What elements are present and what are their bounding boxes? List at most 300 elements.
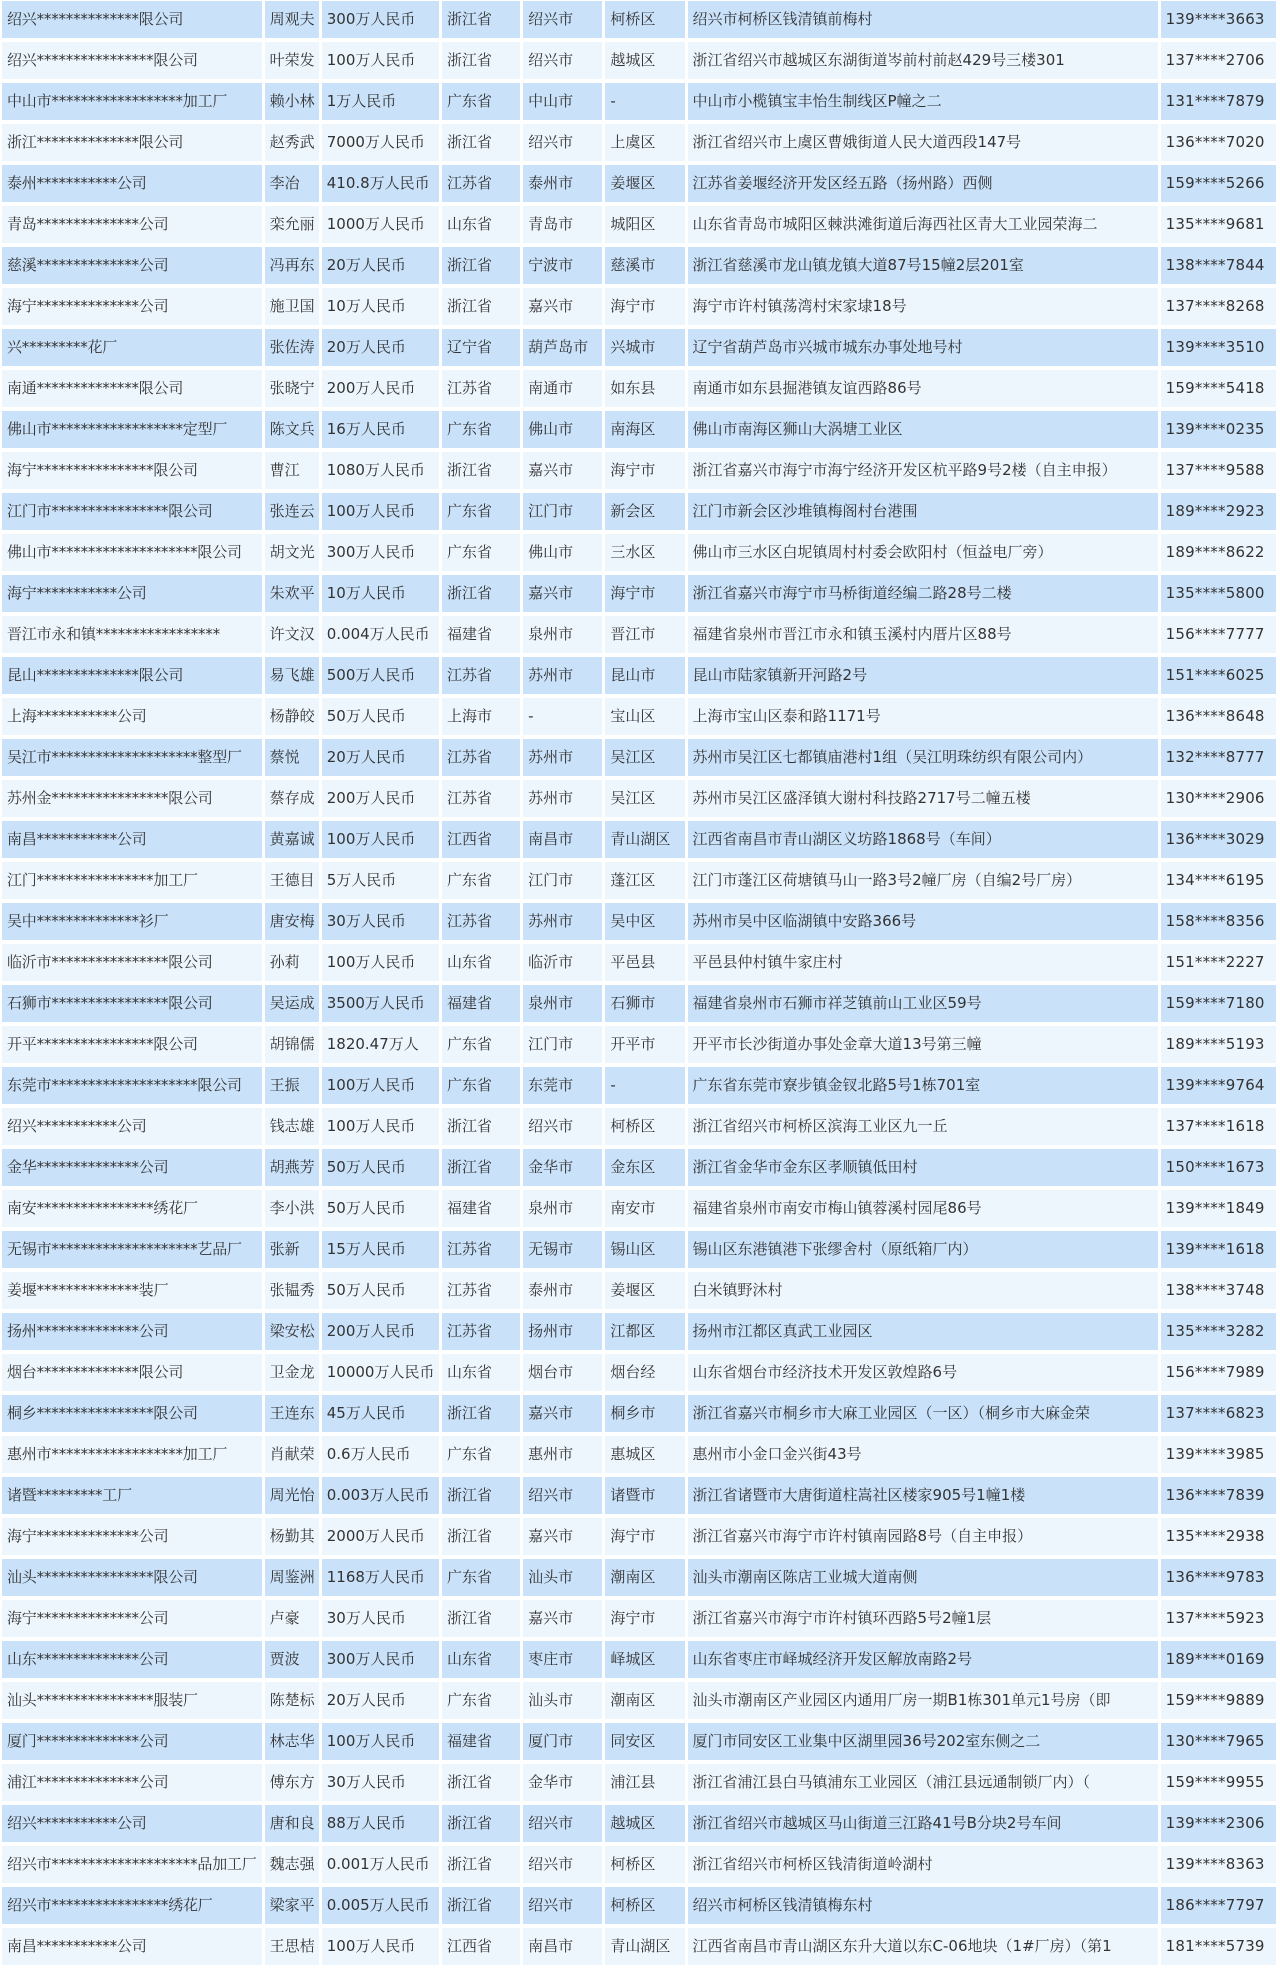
district-cell: 南安市 bbox=[605, 1189, 684, 1230]
district-cell: 吴江区 bbox=[605, 779, 684, 820]
province-cell: 浙江省 bbox=[442, 574, 520, 615]
table-row bbox=[2, 1640, 1276, 1681]
district-cell: 海宁市 bbox=[605, 451, 684, 492]
address-cell: 浙江省嘉兴市海宁市海宁经济开发区杭平路9号2楼（自主申报） bbox=[688, 451, 1158, 492]
district-cell: 烟台经 bbox=[605, 1353, 684, 1394]
city-cell: 嘉兴市 bbox=[523, 287, 602, 328]
registered-capital-cell: 100万人民币 bbox=[322, 492, 439, 533]
province-cell: 广东省 bbox=[442, 533, 520, 574]
city-cell: 江门市 bbox=[523, 492, 602, 533]
registered-capital-cell: 16万人民币 bbox=[322, 410, 439, 451]
district-cell: 新会区 bbox=[605, 492, 684, 533]
company-name-cell: 无锡市********************艺品厂 bbox=[2, 1230, 262, 1271]
legal-person-cell: 杨勤其 bbox=[265, 1517, 319, 1558]
city-cell: 绍兴市 bbox=[523, 1107, 602, 1148]
legal-person-cell: 周光怡 bbox=[265, 1476, 319, 1517]
address-cell: 浙江省绍兴市柯桥区滨海工业区九一丘 bbox=[688, 1107, 1158, 1148]
province-cell: 福建省 bbox=[442, 1189, 520, 1230]
table-row bbox=[2, 41, 1276, 82]
registered-capital-cell: 100万人民币 bbox=[322, 41, 439, 82]
city-cell: 苏州市 bbox=[523, 738, 602, 779]
legal-person-cell: 胡燕芳 bbox=[265, 1148, 319, 1189]
company-name-cell: 扬州**************公司 bbox=[2, 1312, 262, 1353]
table-row bbox=[2, 1107, 1276, 1148]
table-row bbox=[2, 1435, 1276, 1476]
legal-person-cell: 胡文光 bbox=[265, 533, 319, 574]
district-cell: 宝山区 bbox=[605, 697, 684, 738]
table-row bbox=[2, 656, 1276, 697]
table-row bbox=[2, 1066, 1276, 1107]
table-row bbox=[2, 1804, 1276, 1845]
district-cell: - bbox=[605, 82, 684, 123]
company-name-cell: 南昌***********公司 bbox=[2, 1927, 262, 1968]
address-cell: 绍兴市柯桥区钱清镇前梅村 bbox=[688, 0, 1158, 41]
district-cell: 海宁市 bbox=[605, 287, 684, 328]
district-cell: 海宁市 bbox=[605, 1599, 684, 1640]
city-cell: 南通市 bbox=[523, 369, 602, 410]
table-row bbox=[2, 1558, 1276, 1599]
table-row bbox=[2, 1599, 1276, 1640]
province-cell: 浙江省 bbox=[442, 1804, 520, 1845]
address-cell: 佛山市三水区白坭镇周村村委会欧阳村（恒益电厂旁） bbox=[688, 533, 1158, 574]
registered-capital-cell: 200万人民币 bbox=[322, 1312, 439, 1353]
phone-cell: 135****3282 bbox=[1161, 1312, 1276, 1353]
city-cell: 绍兴市 bbox=[523, 1886, 602, 1927]
city-cell: 葫芦岛市 bbox=[523, 328, 602, 369]
table-row bbox=[2, 738, 1276, 779]
address-cell: 辽宁省葫芦岛市兴城市城东办事处地号村 bbox=[688, 328, 1158, 369]
company-name-cell: 昆山**************限公司 bbox=[2, 656, 262, 697]
phone-cell: 132****8777 bbox=[1161, 738, 1276, 779]
company-name-cell: 石狮市****************限公司 bbox=[2, 984, 262, 1025]
registered-capital-cell: 200万人民币 bbox=[322, 779, 439, 820]
address-cell: 浙江省绍兴市柯桥区钱清街道岭湖村 bbox=[688, 1845, 1158, 1886]
province-cell: 山东省 bbox=[442, 205, 520, 246]
phone-cell: 134****6195 bbox=[1161, 861, 1276, 902]
legal-person-cell: 孙莉 bbox=[265, 943, 319, 984]
company-name-cell: 吴中**************衫厂 bbox=[2, 902, 262, 943]
district-cell: 兴城市 bbox=[605, 328, 684, 369]
address-cell: 开平市长沙街道办事处金章大道13号第三幢 bbox=[688, 1025, 1158, 1066]
table-row bbox=[2, 902, 1276, 943]
company-name-cell: 晋江市永和镇***************** bbox=[2, 615, 262, 656]
address-cell: 浙江省绍兴市上虞区曹娥街道人民大道西段147号 bbox=[688, 123, 1158, 164]
legal-person-cell: 施卫国 bbox=[265, 287, 319, 328]
phone-cell: 139****0235 bbox=[1161, 410, 1276, 451]
city-cell: 东莞市 bbox=[523, 1066, 602, 1107]
legal-person-cell: 赖小林 bbox=[265, 82, 319, 123]
company-name-cell: 姜堰**************装厂 bbox=[2, 1271, 262, 1312]
registered-capital-cell: 1万人民币 bbox=[322, 82, 439, 123]
registered-capital-cell: 300万人民币 bbox=[322, 0, 439, 41]
phone-cell: 186****7797 bbox=[1161, 1886, 1276, 1927]
legal-person-cell: 蔡存成 bbox=[265, 779, 319, 820]
table-row bbox=[2, 1886, 1276, 1927]
registered-capital-cell: 1168万人民币 bbox=[322, 1558, 439, 1599]
city-cell: 枣庄市 bbox=[523, 1640, 602, 1681]
registered-capital-cell: 0.6万人民币 bbox=[322, 1435, 439, 1476]
phone-cell: 137****5923 bbox=[1161, 1599, 1276, 1640]
company-name-cell: 慈溪**************公司 bbox=[2, 246, 262, 287]
address-cell: 惠州市小金口金兴街43号 bbox=[688, 1435, 1158, 1476]
table-row bbox=[2, 1517, 1276, 1558]
legal-person-cell: 胡锦儒 bbox=[265, 1025, 319, 1066]
company-name-cell: 汕头****************限公司 bbox=[2, 1558, 262, 1599]
phone-cell: 137****8268 bbox=[1161, 287, 1276, 328]
company-name-cell: 中山市******************加工厂 bbox=[2, 82, 262, 123]
registered-capital-cell: 50万人民币 bbox=[322, 1148, 439, 1189]
phone-cell: 130****7965 bbox=[1161, 1722, 1276, 1763]
province-cell: 广东省 bbox=[442, 1435, 520, 1476]
phone-cell: 189****2923 bbox=[1161, 492, 1276, 533]
legal-person-cell: 李小洪 bbox=[265, 1189, 319, 1230]
address-cell: 福建省泉州市南安市梅山镇蓉溪村园尾86号 bbox=[688, 1189, 1158, 1230]
legal-person-cell: 钱志雄 bbox=[265, 1107, 319, 1148]
address-cell: 福建省泉州市晋江市永和镇玉溪村内厝片区88号 bbox=[688, 615, 1158, 656]
province-cell: 广东省 bbox=[442, 1681, 520, 1722]
district-cell: 柯桥区 bbox=[605, 1845, 684, 1886]
phone-cell: 139****3985 bbox=[1161, 1435, 1276, 1476]
phone-cell: 136****8648 bbox=[1161, 697, 1276, 738]
city-cell: 嘉兴市 bbox=[523, 1517, 602, 1558]
registered-capital-cell: 50万人民币 bbox=[322, 1271, 439, 1312]
table-row bbox=[2, 246, 1276, 287]
company-name-cell: 东莞市********************限公司 bbox=[2, 1066, 262, 1107]
table-row bbox=[2, 1763, 1276, 1804]
company-name-cell: 烟台**************限公司 bbox=[2, 1353, 262, 1394]
legal-person-cell: 林志华 bbox=[265, 1722, 319, 1763]
province-cell: 辽宁省 bbox=[442, 328, 520, 369]
address-cell: 浙江省诸暨市大唐街道柱嵩社区楼家905号1幢1楼 bbox=[688, 1476, 1158, 1517]
phone-cell: 131****7879 bbox=[1161, 82, 1276, 123]
registered-capital-cell: 20万人民币 bbox=[322, 1681, 439, 1722]
address-cell: 绍兴市柯桥区钱清镇梅东村 bbox=[688, 1886, 1158, 1927]
legal-person-cell: 傅东方 bbox=[265, 1763, 319, 1804]
province-cell: 广东省 bbox=[442, 410, 520, 451]
table-row bbox=[2, 574, 1276, 615]
address-cell: 白米镇野沐村 bbox=[688, 1271, 1158, 1312]
legal-person-cell: 张佐涛 bbox=[265, 328, 319, 369]
district-cell: 南海区 bbox=[605, 410, 684, 451]
province-cell: 江苏省 bbox=[442, 369, 520, 410]
phone-cell: 189****5193 bbox=[1161, 1025, 1276, 1066]
legal-person-cell: 卢豪 bbox=[265, 1599, 319, 1640]
legal-person-cell: 王振 bbox=[265, 1066, 319, 1107]
table-row bbox=[2, 1271, 1276, 1312]
legal-person-cell: 杨静皎 bbox=[265, 697, 319, 738]
company-name-cell: 海宁**************公司 bbox=[2, 1517, 262, 1558]
address-cell: 广东省东莞市寮步镇金钗北路5号1栋701室 bbox=[688, 1066, 1158, 1107]
district-cell: 惠城区 bbox=[605, 1435, 684, 1476]
district-cell: 潮南区 bbox=[605, 1558, 684, 1599]
address-cell: 山东省烟台市经济技术开发区敦煌路6号 bbox=[688, 1353, 1158, 1394]
city-cell: 汕头市 bbox=[523, 1681, 602, 1722]
phone-cell: 156****7777 bbox=[1161, 615, 1276, 656]
city-cell: 泰州市 bbox=[523, 164, 602, 205]
legal-person-cell: 王思桔 bbox=[265, 1927, 319, 1968]
company-name-cell: 山东**************公司 bbox=[2, 1640, 262, 1681]
registered-capital-cell: 30万人民币 bbox=[322, 902, 439, 943]
city-cell: 青岛市 bbox=[523, 205, 602, 246]
district-cell: 姜堰区 bbox=[605, 1271, 684, 1312]
district-cell: 潮南区 bbox=[605, 1681, 684, 1722]
table-row bbox=[2, 328, 1276, 369]
city-cell: 绍兴市 bbox=[523, 1804, 602, 1845]
city-cell: 厦门市 bbox=[523, 1722, 602, 1763]
company-name-cell: 厦门**************公司 bbox=[2, 1722, 262, 1763]
province-cell: 浙江省 bbox=[442, 1763, 520, 1804]
company-name-cell: 开平****************限公司 bbox=[2, 1025, 262, 1066]
registered-capital-cell: 1820.47万人 bbox=[322, 1025, 439, 1066]
district-cell: 海宁市 bbox=[605, 1517, 684, 1558]
province-cell: 浙江省 bbox=[442, 451, 520, 492]
phone-cell: 159****9955 bbox=[1161, 1763, 1276, 1804]
table-row bbox=[2, 820, 1276, 861]
city-cell: 绍兴市 bbox=[523, 123, 602, 164]
registered-capital-cell: 100万人民币 bbox=[322, 1107, 439, 1148]
address-cell: 浙江省嘉兴市海宁市许村镇南园路8号（自主申报） bbox=[688, 1517, 1158, 1558]
registered-capital-cell: 0.005万人民币 bbox=[322, 1886, 439, 1927]
province-cell: 浙江省 bbox=[442, 287, 520, 328]
company-name-cell: 南通**************限公司 bbox=[2, 369, 262, 410]
legal-person-cell: 唐安梅 bbox=[265, 902, 319, 943]
legal-person-cell: 李冶 bbox=[265, 164, 319, 205]
registered-capital-cell: 300万人民币 bbox=[322, 533, 439, 574]
province-cell: 江苏省 bbox=[442, 902, 520, 943]
company-name-cell: 惠州市******************加工厂 bbox=[2, 1435, 262, 1476]
legal-person-cell: 朱欢平 bbox=[265, 574, 319, 615]
registered-capital-cell: 10万人民币 bbox=[322, 574, 439, 615]
registered-capital-cell: 50万人民币 bbox=[322, 697, 439, 738]
province-cell: 广东省 bbox=[442, 1025, 520, 1066]
registered-capital-cell: 88万人民币 bbox=[322, 1804, 439, 1845]
province-cell: 福建省 bbox=[442, 1722, 520, 1763]
legal-person-cell: 周鉴洲 bbox=[265, 1558, 319, 1599]
registered-capital-cell: 10000万人民币 bbox=[322, 1353, 439, 1394]
district-cell: 金东区 bbox=[605, 1148, 684, 1189]
legal-person-cell: 栾允丽 bbox=[265, 205, 319, 246]
province-cell: 广东省 bbox=[442, 861, 520, 902]
province-cell: 上海市 bbox=[442, 697, 520, 738]
province-cell: 江苏省 bbox=[442, 738, 520, 779]
company-name-cell: 泰州***********公司 bbox=[2, 164, 262, 205]
table-row bbox=[2, 779, 1276, 820]
phone-cell: 139****1618 bbox=[1161, 1230, 1276, 1271]
company-name-cell: 江门****************加工厂 bbox=[2, 861, 262, 902]
registered-capital-cell: 1080万人民币 bbox=[322, 451, 439, 492]
registered-capital-cell: 100万人民币 bbox=[322, 1722, 439, 1763]
phone-cell: 137****9588 bbox=[1161, 451, 1276, 492]
province-cell: 浙江省 bbox=[442, 123, 520, 164]
district-cell: 吴中区 bbox=[605, 902, 684, 943]
registered-capital-cell: 1000万人民币 bbox=[322, 205, 439, 246]
province-cell: 山东省 bbox=[442, 1353, 520, 1394]
company-name-cell: 桐乡****************限公司 bbox=[2, 1394, 262, 1435]
legal-person-cell: 吴运成 bbox=[265, 984, 319, 1025]
legal-person-cell: 张新 bbox=[265, 1230, 319, 1271]
city-cell: 绍兴市 bbox=[523, 0, 602, 41]
registered-capital-cell: 500万人民币 bbox=[322, 656, 439, 697]
company-name-cell: 佛山市******************定型厂 bbox=[2, 410, 262, 451]
company-name-cell: 绍兴***********公司 bbox=[2, 1804, 262, 1845]
address-cell: 江西省南昌市青山湖区义坊路1868号（车间） bbox=[688, 820, 1158, 861]
table-row bbox=[2, 164, 1276, 205]
province-cell: 福建省 bbox=[442, 984, 520, 1025]
address-cell: 浙江省绍兴市越城区马山街道三江路41号B分块2号车间 bbox=[688, 1804, 1158, 1845]
company-name-cell: 佛山市********************限公司 bbox=[2, 533, 262, 574]
province-cell: 江苏省 bbox=[442, 1230, 520, 1271]
city-cell: 苏州市 bbox=[523, 656, 602, 697]
company-name-cell: 绍兴****************限公司 bbox=[2, 41, 262, 82]
city-cell: 嘉兴市 bbox=[523, 1394, 602, 1435]
phone-cell: 189****0169 bbox=[1161, 1640, 1276, 1681]
city-cell: 汕头市 bbox=[523, 1558, 602, 1599]
table-row bbox=[2, 369, 1276, 410]
phone-cell: 138****3748 bbox=[1161, 1271, 1276, 1312]
city-cell: 金华市 bbox=[523, 1763, 602, 1804]
phone-cell: 150****1673 bbox=[1161, 1148, 1276, 1189]
legal-person-cell: 卫金龙 bbox=[265, 1353, 319, 1394]
table-row bbox=[2, 615, 1276, 656]
table-row bbox=[2, 0, 1276, 41]
district-cell: 同安区 bbox=[605, 1722, 684, 1763]
phone-cell: 130****2906 bbox=[1161, 779, 1276, 820]
city-cell: 苏州市 bbox=[523, 902, 602, 943]
district-cell: 江都区 bbox=[605, 1312, 684, 1353]
table-row bbox=[2, 1230, 1276, 1271]
district-cell: 开平市 bbox=[605, 1025, 684, 1066]
city-cell: 佛山市 bbox=[523, 410, 602, 451]
district-cell: 越城区 bbox=[605, 1804, 684, 1845]
city-cell: 绍兴市 bbox=[523, 41, 602, 82]
district-cell: 三水区 bbox=[605, 533, 684, 574]
address-cell: 锡山区东港镇港下张缪舍村（原纸箱厂内） bbox=[688, 1230, 1158, 1271]
province-cell: 浙江省 bbox=[442, 246, 520, 287]
province-cell: 山东省 bbox=[442, 1640, 520, 1681]
district-cell: 平邑县 bbox=[605, 943, 684, 984]
registered-capital-cell: 10万人民币 bbox=[322, 287, 439, 328]
district-cell: 桐乡市 bbox=[605, 1394, 684, 1435]
table-row bbox=[2, 1394, 1276, 1435]
province-cell: 江西省 bbox=[442, 820, 520, 861]
district-cell: - bbox=[605, 1066, 684, 1107]
address-cell: 海宁市许村镇荡湾村宋家埭18号 bbox=[688, 287, 1158, 328]
province-cell: 江西省 bbox=[442, 1927, 520, 1968]
city-cell: 中山市 bbox=[523, 82, 602, 123]
district-cell: 吴江区 bbox=[605, 738, 684, 779]
phone-cell: 159****5418 bbox=[1161, 369, 1276, 410]
table-row bbox=[2, 1025, 1276, 1066]
district-cell: 青山湖区 bbox=[605, 820, 684, 861]
phone-cell: 136****7020 bbox=[1161, 123, 1276, 164]
district-cell: 慈溪市 bbox=[605, 246, 684, 287]
district-cell: 越城区 bbox=[605, 41, 684, 82]
phone-cell: 139****3510 bbox=[1161, 328, 1276, 369]
legal-person-cell: 黄嘉诚 bbox=[265, 820, 319, 861]
phone-cell: 137****2706 bbox=[1161, 41, 1276, 82]
legal-person-cell: 贾波 bbox=[265, 1640, 319, 1681]
phone-cell: 137****1618 bbox=[1161, 1107, 1276, 1148]
legal-person-cell: 梁安松 bbox=[265, 1312, 319, 1353]
phone-cell: 139****3663 bbox=[1161, 0, 1276, 41]
phone-cell: 136****3029 bbox=[1161, 820, 1276, 861]
district-cell: 柯桥区 bbox=[605, 1107, 684, 1148]
district-cell: 姜堰区 bbox=[605, 164, 684, 205]
company-name-cell: 绍兴***********公司 bbox=[2, 1107, 262, 1148]
legal-person-cell: 张晓宁 bbox=[265, 369, 319, 410]
table-row bbox=[2, 492, 1276, 533]
district-cell: 如东县 bbox=[605, 369, 684, 410]
city-cell: 泰州市 bbox=[523, 1271, 602, 1312]
registered-capital-cell: 7000万人民币 bbox=[322, 123, 439, 164]
address-cell: 江苏省姜堰经济开发区经五路（扬州路）西侧 bbox=[688, 164, 1158, 205]
company-name-cell: 临沂市****************限公司 bbox=[2, 943, 262, 984]
city-cell: - bbox=[523, 697, 602, 738]
registered-capital-cell: 5万人民币 bbox=[322, 861, 439, 902]
province-cell: 浙江省 bbox=[442, 1845, 520, 1886]
company-name-cell: 绍兴**************限公司 bbox=[2, 0, 262, 41]
city-cell: 泉州市 bbox=[523, 984, 602, 1025]
phone-cell: 135****2938 bbox=[1161, 1517, 1276, 1558]
city-cell: 南昌市 bbox=[523, 820, 602, 861]
address-cell: 山东省枣庄市峄城经济开发区解放南路2号 bbox=[688, 1640, 1158, 1681]
company-name-cell: 绍兴市********************品加工厂 bbox=[2, 1845, 262, 1886]
phone-cell: 136****7839 bbox=[1161, 1476, 1276, 1517]
province-cell: 广东省 bbox=[442, 82, 520, 123]
province-cell: 广东省 bbox=[442, 1066, 520, 1107]
district-cell: 诸暨市 bbox=[605, 1476, 684, 1517]
table-row bbox=[2, 943, 1276, 984]
table-body bbox=[2, 0, 1276, 1968]
company-name-cell: 金华**************公司 bbox=[2, 1148, 262, 1189]
legal-person-cell: 肖献荣 bbox=[265, 1435, 319, 1476]
address-cell: 扬州市江都区真武工业园区 bbox=[688, 1312, 1158, 1353]
legal-person-cell: 唐和良 bbox=[265, 1804, 319, 1845]
district-cell: 海宁市 bbox=[605, 574, 684, 615]
legal-person-cell: 张连云 bbox=[265, 492, 319, 533]
table-row bbox=[2, 287, 1276, 328]
table-row bbox=[2, 533, 1276, 574]
legal-person-cell: 王德目 bbox=[265, 861, 319, 902]
company-name-cell: 南安****************绣花厂 bbox=[2, 1189, 262, 1230]
company-name-cell: 海宁**************公司 bbox=[2, 287, 262, 328]
legal-person-cell: 冯再东 bbox=[265, 246, 319, 287]
city-cell: 绍兴市 bbox=[523, 1476, 602, 1517]
province-cell: 浙江省 bbox=[442, 0, 520, 41]
phone-cell: 189****8622 bbox=[1161, 533, 1276, 574]
district-cell: 昆山市 bbox=[605, 656, 684, 697]
company-name-cell: 海宁***********公司 bbox=[2, 574, 262, 615]
city-cell: 宁波市 bbox=[523, 246, 602, 287]
table-row bbox=[2, 1927, 1276, 1968]
district-cell: 柯桥区 bbox=[605, 1886, 684, 1927]
address-cell: 南通市如东县掘港镇友谊西路86号 bbox=[688, 369, 1158, 410]
company-name-cell: 青岛**************公司 bbox=[2, 205, 262, 246]
address-cell: 江门市新会区沙堆镇梅阁村台港围 bbox=[688, 492, 1158, 533]
legal-person-cell: 王连东 bbox=[265, 1394, 319, 1435]
legal-person-cell: 许文汉 bbox=[265, 615, 319, 656]
phone-cell: 139****2306 bbox=[1161, 1804, 1276, 1845]
registered-capital-cell: 2000万人民币 bbox=[322, 1517, 439, 1558]
city-cell: 泉州市 bbox=[523, 1189, 602, 1230]
province-cell: 江苏省 bbox=[442, 656, 520, 697]
city-cell: 南昌市 bbox=[523, 1927, 602, 1968]
table-row bbox=[2, 82, 1276, 123]
registered-capital-cell: 20万人民币 bbox=[322, 328, 439, 369]
city-cell: 惠州市 bbox=[523, 1435, 602, 1476]
registered-capital-cell: 0.004万人民币 bbox=[322, 615, 439, 656]
phone-cell: 138****7844 bbox=[1161, 246, 1276, 287]
